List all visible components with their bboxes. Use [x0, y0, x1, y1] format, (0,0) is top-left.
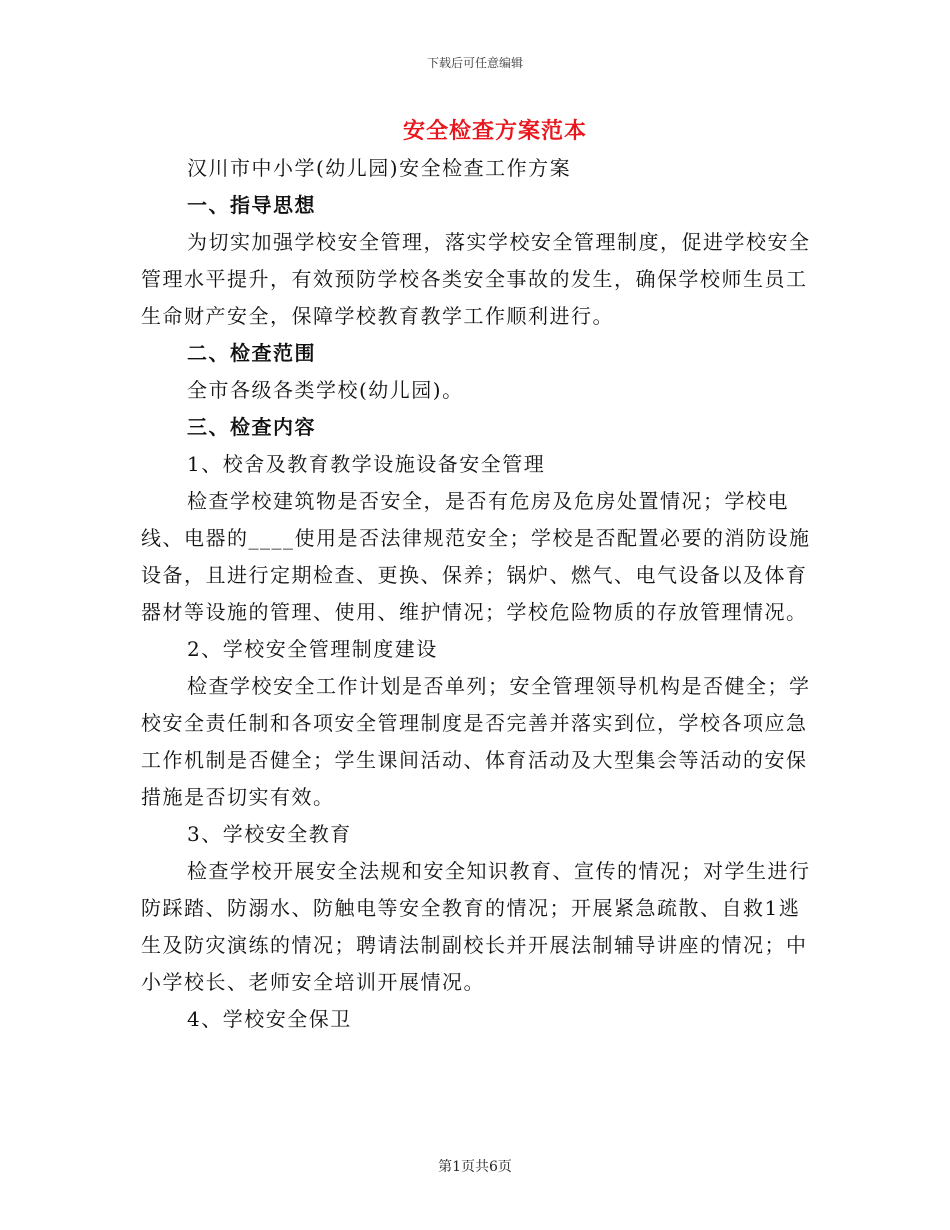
- paragraph-facilities-safety: 检查学校建筑物是否安全，是否有危房及危房处置情况；学校电线、电器的____使用是否法律规范安全；学校是否配置必要的消防设施设备，且进行定期检查、更换、保养；锅炉、燃气、电气设备以及体育器材等设施的管理、使用、维护情况；学校危险物质的存放管理情况。: [141, 489, 811, 624]
- page-footer: 第1页共6页: [438, 1159, 512, 1175]
- subheading-security: 4、学校安全保卫: [187, 1007, 352, 1031]
- paragraph-management-system: 检查学校安全工作计划是否单列；安全管理领导机构是否健全；学校安全责任制和各项安全管理制度是否完善并落实到位，学校各项应急工作机制是否健全；学生课间活动、体育活动及大型集会等活动的安保措施是否切实有效。: [141, 674, 811, 809]
- document-body: [141, 150, 811, 1038]
- paragraph-safety-education: 检查学校开展安全法规和安全知识教育、宣传的情况；对学生进行防踩踏、防溺水、防触电等安全教育的情况；开展紧急疏散、自救1逃生及防灾演练的情况；聘请法制副校长并开展法制辅导讲座的情况；中小学校长、老师安全培训开展情况。: [141, 859, 811, 994]
- section-heading-inspection-content: 三、检查内容: [187, 415, 316, 439]
- section-heading-inspection-scope: 二、检查范围: [187, 341, 316, 365]
- subheading-facilities-safety: 1、校舍及教育教学设施设备安全管理: [187, 452, 546, 476]
- subheading-safety-education: 3、学校安全教育: [187, 822, 352, 846]
- paragraph-guiding-ideology: 为切实加强学校安全管理，落实学校安全管理制度，促进学校安全管理水平提升，有效预防学校各类安全事故的发生，确保学校师生员工生命财产安全，保障学校教育教学工作顺利进行。: [141, 230, 811, 328]
- document-subtitle: 汉川市中小学(幼儿园)安全检查工作方案: [187, 156, 572, 180]
- subheading-management-system: 2、学校安全管理制度建设: [187, 637, 438, 661]
- header-note: 下载后可任意编辑: [426, 56, 523, 70]
- paragraph-inspection-scope: 全市各级各类学校(幼儿园)。: [187, 378, 464, 402]
- section-heading-guiding-ideology: 一、指导思想: [187, 193, 316, 217]
- document-title: 安全检查方案范本: [402, 118, 587, 144]
